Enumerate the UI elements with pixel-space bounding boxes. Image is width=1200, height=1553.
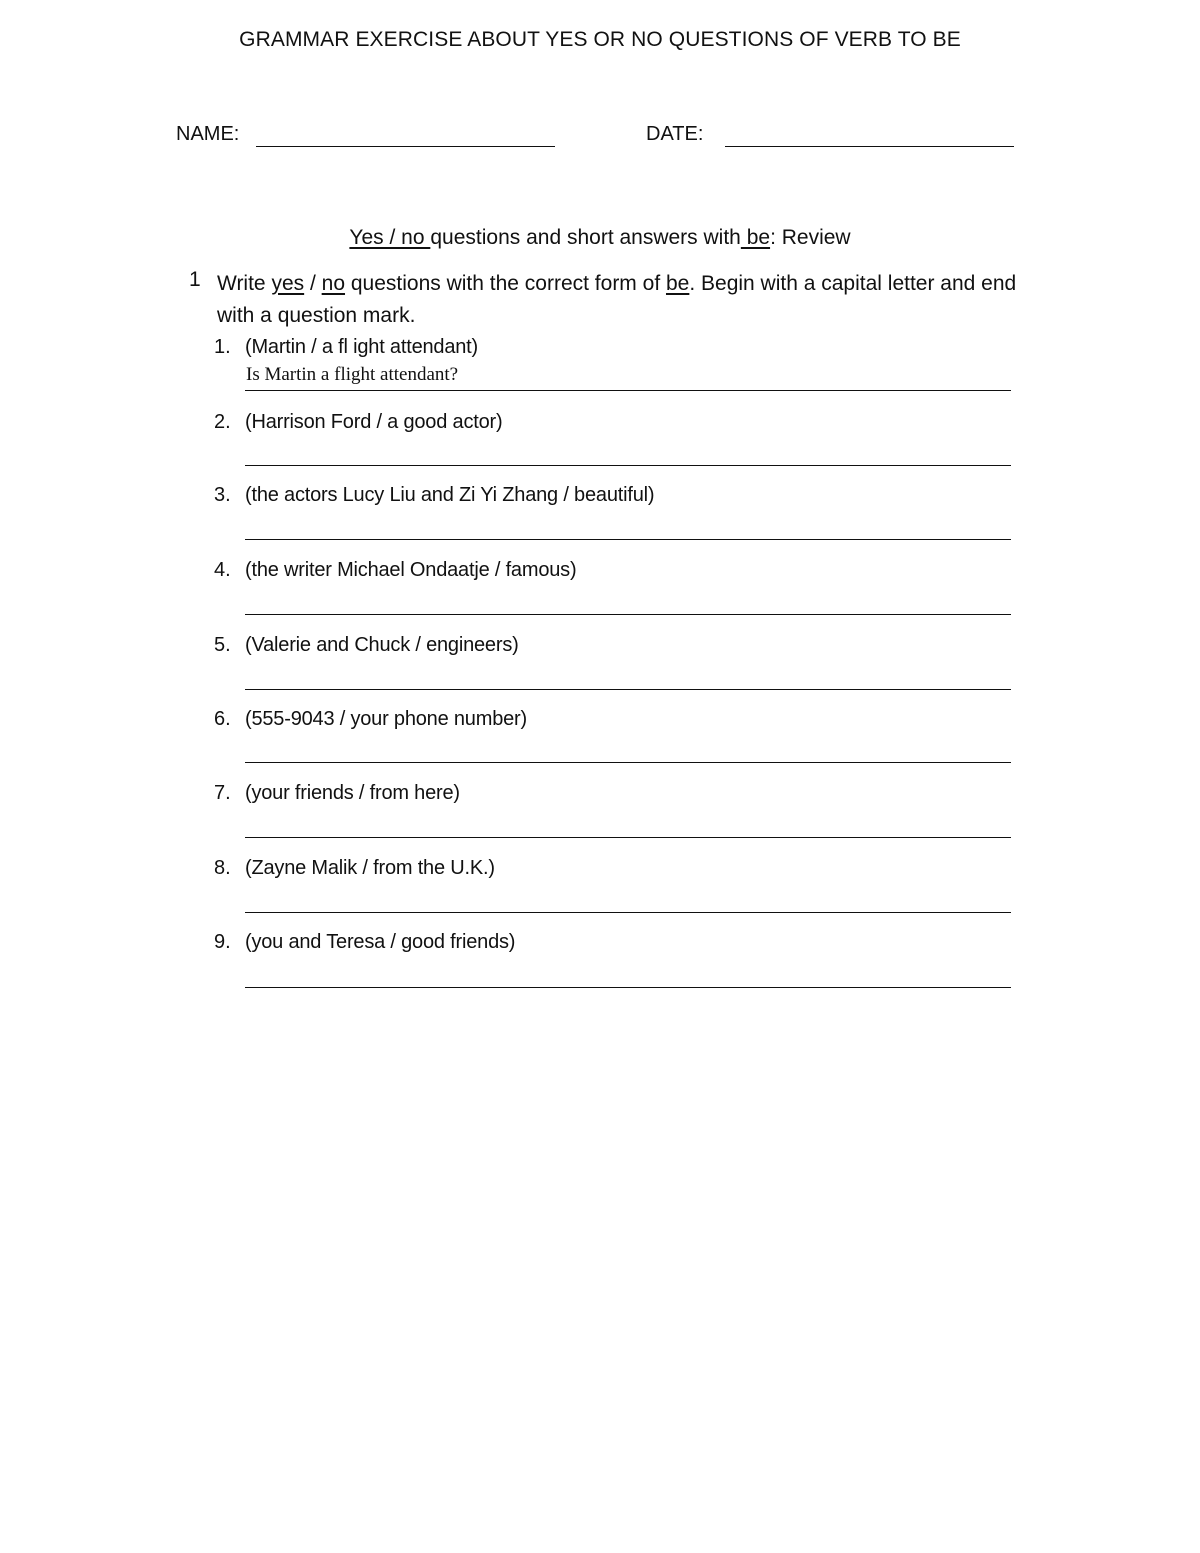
subtitle-be: be [740,226,771,249]
subtitle-middle: questions and short answers with [430,226,741,249]
instruction-be: be [665,272,690,295]
instruction-part: . Begin with a capital letter and end with a question mark. [217,272,1017,327]
section-subtitle [0,226,1200,250]
item-prompt: (you and Teresa / good friends) [245,931,516,953]
instruction-yes: yes [271,272,305,295]
answer-text: Is Martin a flight attendant? [246,364,459,385]
name-label: NAME: [176,123,240,145]
instruction-part: questions with the correct form of [345,272,666,295]
item-prompt: (Zayne Malik / from the U.K.) [245,857,495,879]
item-prompt: (Martin / a fl ight attendant) [245,336,479,358]
date-label: DATE: [646,123,704,145]
instruction-slash: / [304,272,322,295]
answer-line[interactable] [245,465,1011,466]
item-number: 4. [214,559,231,581]
item-prompt: (the actors Lucy Liu and Zi Yi Zhang / beautiful) [245,484,655,506]
page-title: GRAMMAR EXERCISE ABOUT YES OR NO QUESTIONS OF VERB TO BE [239,28,961,51]
subtitle-end: : Review [770,226,851,249]
item-prompt: (your friends / from here) [245,782,460,804]
item-number: 1. [214,336,231,358]
item-prompt: (Harrison Ford / a good actor) [245,411,503,433]
instruction-number: 1 [189,268,201,291]
instruction-text [217,268,1027,332]
answer-line[interactable] [245,987,1011,988]
answer-line[interactable] [245,762,1011,763]
subtitle-yes-no: Yes / no [349,226,431,249]
name-field[interactable] [256,146,555,147]
answer-line[interactable] [245,539,1011,540]
answer-line[interactable] [245,614,1011,615]
item-number: 2. [214,411,231,433]
item-number: 3. [214,484,231,506]
date-field[interactable] [725,146,1014,147]
answer-line[interactable] [245,390,1011,391]
item-number: 6. [214,708,231,730]
answer-line[interactable] [245,837,1011,838]
item-prompt: (the writer Michael Ondaatje / famous) [245,559,577,581]
answer-line[interactable] [245,689,1011,690]
answer-line[interactable] [245,912,1011,913]
item-prompt: (555-9043 / your phone number) [245,708,527,730]
item-number: 9. [214,931,231,953]
item-prompt: (Valerie and Chuck / engineers) [245,634,519,656]
instruction-part: Write [217,272,272,295]
item-number: 7. [214,782,231,804]
item-number: 8. [214,857,231,879]
instruction-no: no [321,272,346,295]
item-number: 5. [214,634,231,656]
